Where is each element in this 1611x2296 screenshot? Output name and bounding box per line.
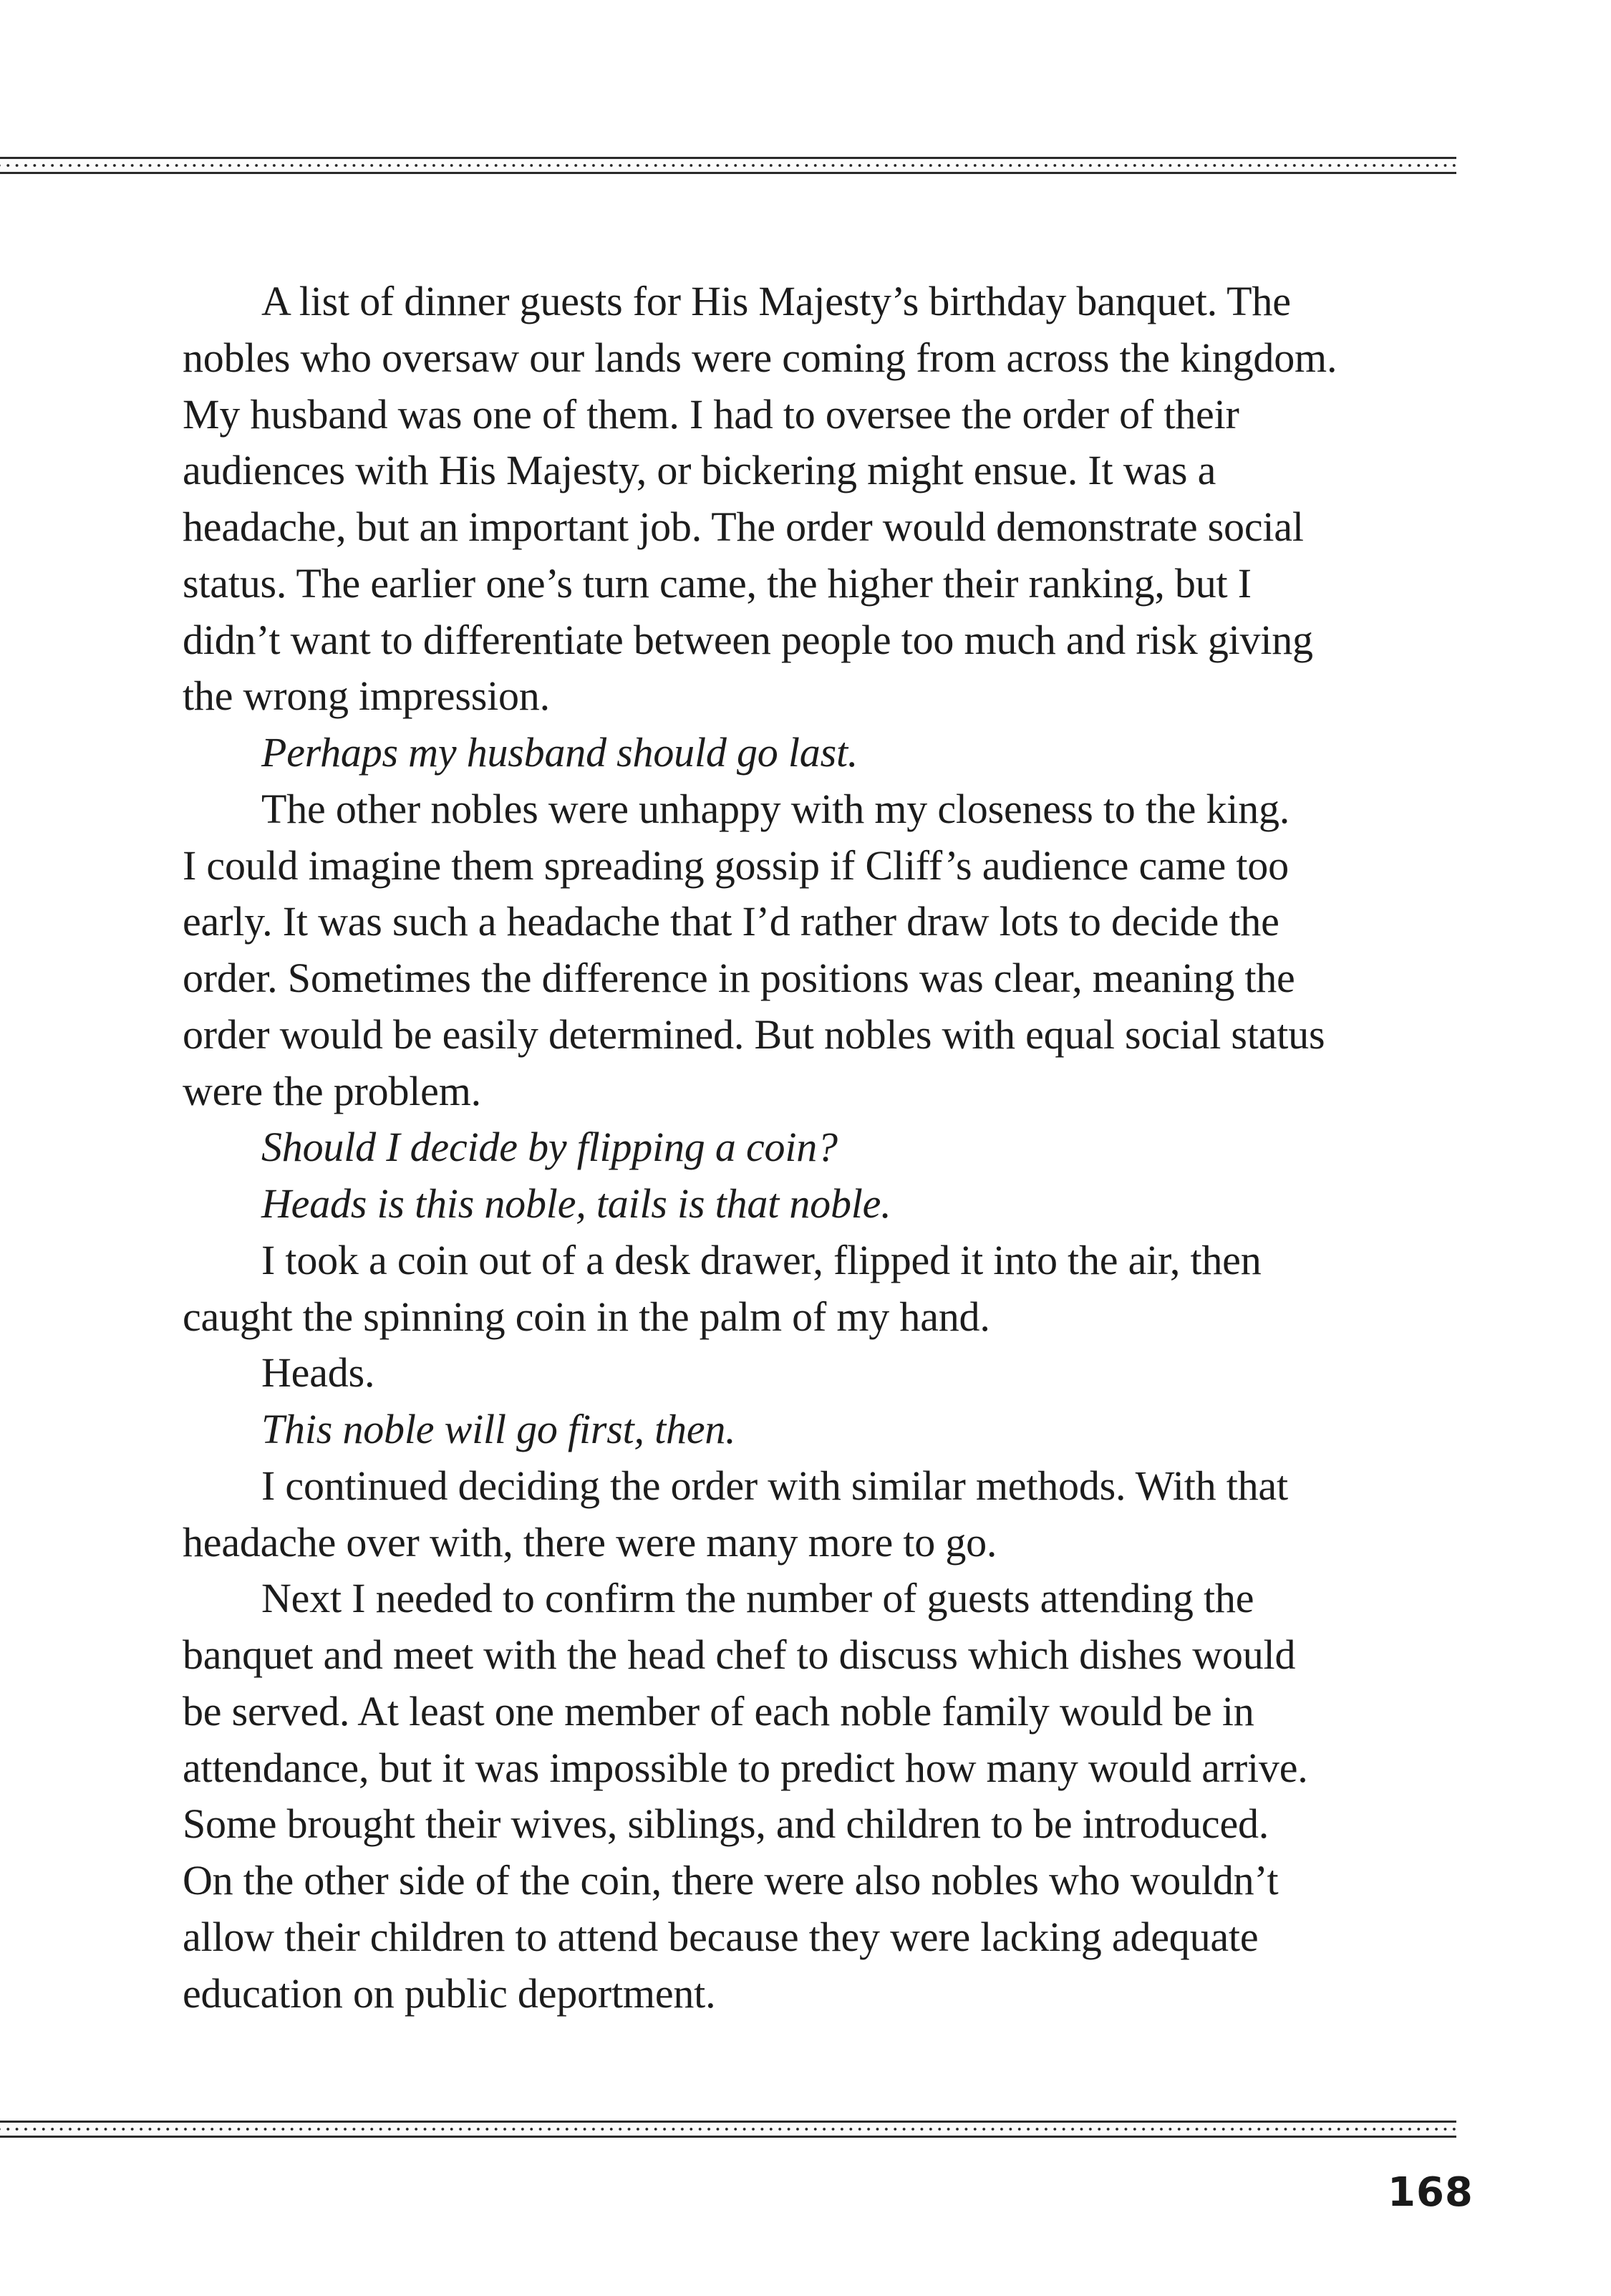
text-line: the wrong impression.	[183, 672, 550, 720]
text-line: I took a coin out of a desk drawer, flipped it into the air, then	[261, 1236, 1262, 1283]
paragraph-5	[183, 1571, 1443, 2022]
text-line: status. The earlier one’s turn came, the higher their ranking, but I	[183, 559, 1252, 607]
text-line: nobles who oversaw our lands were coming from across the kingdom.	[183, 334, 1337, 381]
text-line: headache over with, there were many more to go.	[183, 1518, 997, 1566]
text-line: The other nobles were unhappy with my closeness to the king.	[261, 785, 1290, 832]
text-line: audiences with His Majesty, or bickering might ensue. It was a	[183, 447, 1216, 494]
paragraph-4	[183, 1458, 1443, 1571]
text-line: allow their children to attend because they were lacking adequate	[183, 1913, 1259, 1960]
italic-thought-1	[183, 725, 1443, 781]
text-line: didn’t want to differentiate between people too much and risk giving	[183, 616, 1313, 663]
text-line: caught the spinning coin in the palm of my hand.	[183, 1293, 990, 1340]
text-line: attendance, but it was impossible to predict how many would arrive.	[183, 1744, 1308, 1791]
text-line: early. It was such a headache that I’d rather draw lots to decide the	[183, 898, 1279, 945]
top-decorative-border	[0, 157, 1456, 174]
text-line: Heads is this noble, tails is that noble.	[261, 1180, 891, 1227]
text-line: were the problem.	[183, 1067, 481, 1114]
text-line: Next I needed to confirm the number of guests attending the	[261, 1575, 1254, 1622]
page-number: 168	[1388, 2169, 1474, 2216]
body-text	[183, 274, 1443, 2022]
text-line: Should I decide by flipping a coin?	[261, 1124, 838, 1171]
paragraph-1	[183, 274, 1443, 725]
text-line: Some brought their wives, siblings, and children to be introduced.	[183, 1800, 1269, 1848]
italic-thought-3	[183, 1176, 1443, 1233]
text-line: I continued deciding the order with similar methods. With that	[261, 1462, 1288, 1509]
text-line: order would be easily determined. But nobles with equal social status	[183, 1010, 1325, 1058]
text-line: education on public deportment.	[183, 1969, 716, 2017]
text-line: This noble will go first, then.	[261, 1406, 736, 1452]
bottom-decorative-border	[0, 2121, 1456, 2138]
paragraph-2	[183, 781, 1443, 1120]
text-line: banquet and meet with the head chef to discuss which dishes would	[183, 1631, 1296, 1678]
text-line: order. Sometimes the difference in positions was clear, meaning the	[183, 955, 1295, 1001]
text-line: Perhaps my husband should go last.	[261, 729, 858, 776]
text-line: A list of dinner guests for His Majesty’s birthday banquet. The	[261, 278, 1291, 324]
text-line: be served. At least one member of each noble family would be in	[183, 1687, 1254, 1735]
italic-thought-2	[183, 1119, 1443, 1176]
text-line: On the other side of the coin, there were also nobles who wouldn’t	[183, 1857, 1279, 1904]
paragraph-heads	[183, 1345, 1443, 1402]
paragraph-3	[183, 1233, 1443, 1346]
text-line: headache, but an important job. The order would demonstrate social	[183, 503, 1304, 550]
italic-thought-4	[183, 1402, 1443, 1458]
text-line: My husband was one of them. I had to oversee the order of their	[183, 390, 1239, 438]
text-line: Heads.	[261, 1349, 375, 1397]
text-line: I could imagine them spreading gossip if Cliff’s audience came too	[183, 841, 1289, 889]
